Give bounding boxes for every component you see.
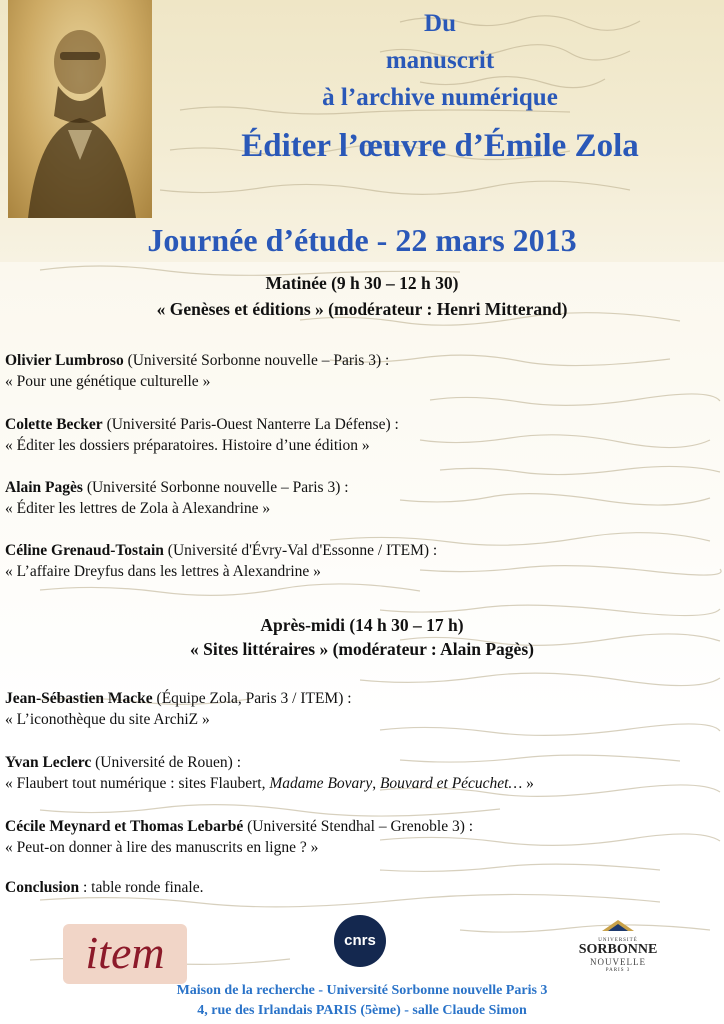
- talk-title: « Pour une génétique culturelle »: [5, 373, 211, 390]
- talk-title: « Éditer les dossiers préparatoires. Histoire d’une édition »: [5, 437, 370, 454]
- speaker-name: Céline Grenaud-Tostain: [5, 542, 164, 559]
- footer-venue: Maison de la recherche - Université Sorbonne nouvelle Paris 3: [176, 983, 548, 998]
- talk-title-part: « Flaubert tout numérique : sites Flaubert,: [5, 775, 270, 792]
- afternoon-subheading: « Sites littéraires » (modérateur : Alain Pagès): [190, 639, 534, 659]
- talk-title: « Peut-on donner à lire des manuscrits en ligne ? »: [5, 839, 319, 856]
- talk-entry: [5, 816, 719, 858]
- speaker-affiliation: (Université Paris-Ouest Nanterre La Défense) :: [102, 416, 399, 433]
- speaker-name: Alain Pagès: [5, 479, 83, 496]
- speaker-affiliation: (Équipe Zola, Paris 3 / ITEM) :: [152, 690, 352, 707]
- morning-heading: Matinée (9 h 30 – 12 h 30): [265, 273, 459, 293]
- sorbonne-city-label: PARIS 3: [605, 968, 631, 973]
- speaker-name: Colette Becker: [5, 416, 103, 433]
- cnrs-logo: cnrs: [334, 915, 386, 967]
- title-line-zola: Éditer l’œuvre d’Émile Zola: [241, 128, 639, 164]
- title-line-manuscrit: manuscrit: [385, 47, 495, 74]
- talk-entry: [5, 688, 719, 730]
- speaker-name: Yvan Leclerc: [5, 754, 92, 771]
- portrait-photo-icon: [8, 0, 152, 218]
- title-line-archive: à l’archive numérique: [322, 84, 558, 111]
- sorbonne-logo: [578, 918, 658, 973]
- talk-title-part: »: [522, 775, 534, 792]
- talk-entry: [5, 540, 719, 582]
- sorbonne-sub-label: NOUVELLE: [590, 957, 646, 967]
- talk-entry: [5, 477, 719, 519]
- footer-address: 4, rue des Irlandais PARIS (5ème) - salle Claude Simon: [197, 1003, 527, 1018]
- talk-entry: [5, 752, 719, 794]
- emile-zola-portrait: [8, 0, 152, 218]
- event-date-heading: Journée d’étude - 22 mars 2013: [147, 222, 577, 258]
- book-title-bouvard: Bouvard et Pécuchet…: [379, 775, 523, 792]
- speaker-affiliation: (Université Sorbonne nouvelle – Paris 3) :: [123, 352, 390, 369]
- talk-entry: [5, 414, 719, 456]
- speaker-name: Cécile Meynard et Thomas Lebarbé: [5, 818, 244, 835]
- talk-title: « L’affaire Dreyfus dans les lettres à Alexandrine »: [5, 563, 321, 580]
- sorbonne-emblem-icon: [598, 918, 638, 932]
- sorbonne-small-label: UNIVERSITÉ: [598, 938, 638, 943]
- item-logo: item: [63, 924, 187, 984]
- conclusion-entry: [5, 877, 719, 898]
- talk-title-part: ,: [372, 775, 380, 792]
- talk-title: « Éditer les lettres de Zola à Alexandrine »: [5, 500, 271, 517]
- speaker-affiliation: (Université Stendhal – Grenoble 3) :: [243, 818, 474, 835]
- speaker-name: Olivier Lumbroso: [5, 352, 124, 369]
- afternoon-heading: Après-midi (14 h 30 – 17 h): [260, 615, 464, 635]
- conclusion-label: Conclusion: [5, 879, 80, 896]
- speaker-affiliation: (Université de Rouen) :: [91, 754, 242, 771]
- talk-title: [5, 773, 719, 794]
- speaker-affiliation: (Université Sorbonne nouvelle – Paris 3) :: [82, 479, 349, 496]
- morning-subheading: « Genèses et éditions » (modérateur : Henri Mitterand): [156, 299, 568, 319]
- conclusion-text: : table ronde finale.: [79, 879, 204, 896]
- title-line-du: Du: [424, 10, 456, 37]
- speaker-affiliation: (Université d'Évry-Val d'Essonne / ITEM) :: [163, 542, 438, 559]
- book-title-madame-bovary: Madame Bovary: [269, 775, 373, 792]
- speaker-name: Jean-Sébastien Macke: [5, 690, 153, 707]
- talk-entry: [5, 350, 719, 392]
- talk-title: « L’iconothèque du site ArchiZ »: [5, 711, 210, 728]
- sorbonne-main-label: SORBONNE: [578, 942, 658, 957]
